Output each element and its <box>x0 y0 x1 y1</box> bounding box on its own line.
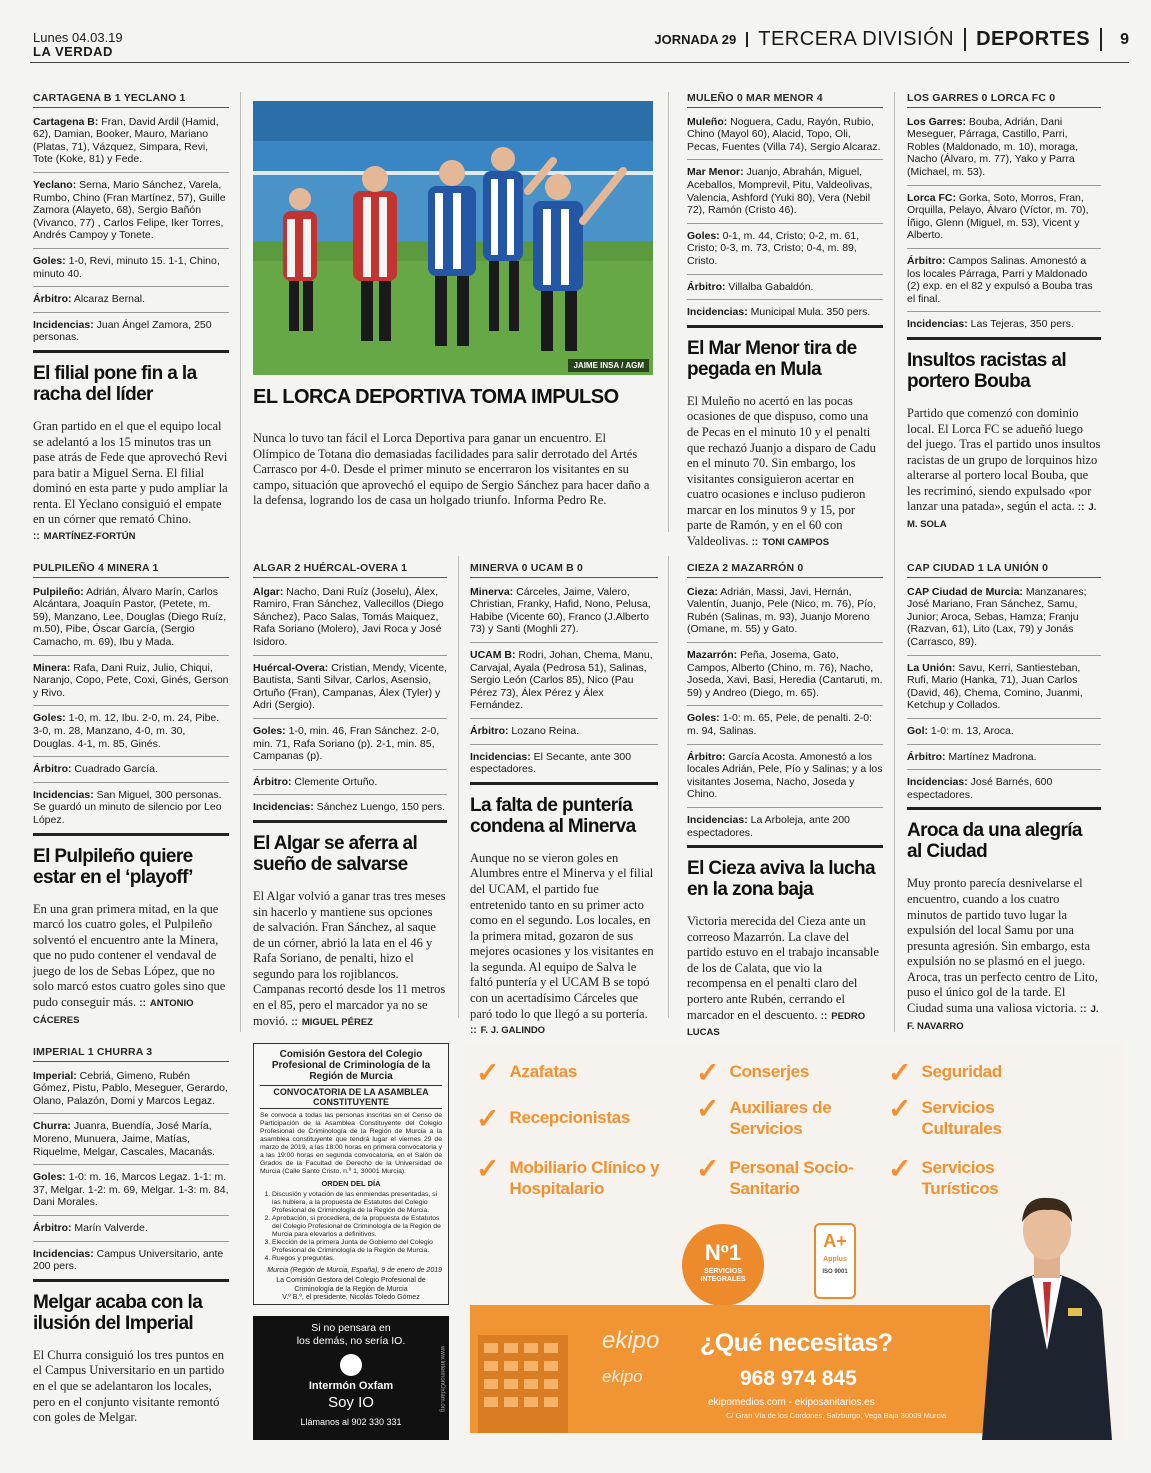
check-icon: ✓ <box>888 1153 912 1184</box>
article-body: El Muleño no acertó en las pocas ocasiones de que dispuso, como una de Pecas en el minuto 10 y el penalti que rechazó Juanjo a disparo de Cadu en el minuto 70. Sin embargo, los visitantes consiguieron acertar en cuatro ocasiones e incluso pudieron marcar en los minutos 9 y 15, por parte de Ramón, y en el 60 con Valdeolivas. :: TONI CAMPOS <box>687 393 876 549</box>
lineup-home: Pulpileño: Adrián, Álvaro Marín, Carlos Alcántara, Joaquín Pastor, (Petete, m. 59), Manzano, Lee, Douglas (Diego Ruíz, m.50), Pibe, Óscar García, (Sergio Camacho, m. 69), Ibu y Mada. <box>33 586 229 656</box>
match-result-head: MULEÑO 0 MAR MENOR 4 <box>687 92 883 108</box>
referee: Árbitro: García Acosta. Amonestó a los locales Adrián, Pele, Pío y Salinas; y a los visitantes Josema, Nacho, Joseda y Chino. <box>687 751 883 808</box>
article-title: El filial pone fin a la racha del líder <box>33 362 197 405</box>
brand-logo-secondary: ekipo <box>602 1367 643 1386</box>
oxfam-phone: Llámanos al 902 330 331 <box>300 1417 402 1427</box>
report-minerva-ucam <box>470 562 658 1039</box>
ad-address: C/ Gran Vía de los Cordones, Salzburgo, Vega Baja 30009 Murcia <box>726 1411 947 1420</box>
oxfam-brand: Intermón Oxfam <box>308 1380 394 1392</box>
incidents: Incidencias: Municipal Mula. 350 pers. <box>687 306 883 328</box>
check-icon: ✓ <box>476 1057 500 1088</box>
service-item: ✓ Personal Socio-Sanitario <box>696 1153 854 1198</box>
notice-subtitle: CONVOCATORIA DE LA ASAMBLEA CONSTITUYENTE <box>260 1085 442 1109</box>
section-header <box>654 28 1129 51</box>
service-item: ✓ Mobiliario Clínico y Hospitalario <box>476 1153 660 1198</box>
column-divider <box>668 92 669 532</box>
byline: J. F. NAVARRO <box>907 1004 1099 1032</box>
businessman-illustration <box>972 1190 1122 1440</box>
check-icon: ✓ <box>696 1057 720 1088</box>
lineup-home: Cieza: Adrián, Massi, Javi, Hernán, Valentín, Juanjo, Pele (Nico, m. 76), Pío, Rubén (Salinas, m. 93), Juanjo Moreno (Omane, m. 55) y Gato. <box>687 586 883 643</box>
byline: ANTONIO CÁCERES <box>33 998 194 1026</box>
referee: Árbitro: Cuadrado García. <box>33 763 229 783</box>
certification-badge: A+ Applus ISO 9001 <box>814 1223 856 1299</box>
sign-mark-icon: :: <box>1077 502 1085 514</box>
service-item: ✓ Recepcionistas <box>476 1103 630 1134</box>
incidents: Incidencias: El Secante, ante 300 espectadores. <box>470 751 658 785</box>
assembly-notice <box>253 1043 449 1305</box>
report-muleno-marmenor <box>687 92 883 551</box>
incidents: Incidencias: Juan Ángel Zamora, 250 personas. <box>33 319 229 353</box>
byline: PEDRO LUCAS <box>687 1010 866 1039</box>
service-item: ✓ Azafatas <box>476 1057 577 1088</box>
report-cieza-mazarron <box>687 562 883 1041</box>
sign-mark-icon: :: <box>139 998 146 1010</box>
article-body: Victoria merecida del Cieza ante un correoso Mazarrón. La clave del partido estuvo en el trabajo incansable de los de Calata, que vio la recompensa en el penalti claro del portero ante Rubén, cerrando el marcador en el descuento. :: PEDRO LUCAS <box>687 914 879 1039</box>
lineup-home: Cartagena B: Fran, David Ardil (Hamid, 62), Damian, Booker, Mauro, Mariano (Platas, 71), Vázquez, Simpara, Revi, Tote (Koke, 81) y Fede. <box>33 116 229 173</box>
division-label: TERCERA DIVISIÓN <box>748 28 966 51</box>
goals: Goles: 1-0: m. 16, Marcos Legaz. 1-1: m. 37, Melgar. 1-2: m. 69, Melgar. 1-3: m. 84, Dani Morales. <box>33 1171 229 1216</box>
match-photo <box>253 101 653 375</box>
notice-order-item: 4. Ruegos y preguntas. <box>272 1255 442 1263</box>
byline: TONI CAMPOS <box>762 537 830 549</box>
ad-phone: 968 974 845 <box>740 1367 857 1390</box>
incidents: Incidencias: San Miguel, 300 personas. Se guardó un minuto de silencio por Leo López. <box>33 789 229 836</box>
referee: Árbitro: Alcaraz Bernal. <box>33 293 229 313</box>
lineup-away: Mazarrón: Peña, Josema, Gato, Campos, Alberto (Chino, m. 76), Nacho, Joseda, Xavi, Basi, Heredia (Cantaruti, m. 59) y Andreo (Diego, m. 65). <box>687 649 883 706</box>
lineup-home: Muleño: Noguera, Cadu, Rayón, Rubio, Chino (Mayol 60), Alacid, Topo, Oli, Pecas, Fuentes (Villa 74), Sergio Alcaraz. <box>687 116 883 161</box>
notice-order-item: 2. Aprobación, si procediera, de la propuesta de Estatutos del Colegio Profesional de Criminología de la Región de Murcia para elevarlos a definitivos. <box>272 1215 442 1239</box>
notice-order-list <box>260 1191 442 1263</box>
notice-order-item: 1. Discusión y votación de las enmiendas presentadas, si las hubiera, a la propuesta de Estatutos del Colegio Profesional de Criminología de la Región de Murcia. <box>272 1191 442 1215</box>
check-icon: ✓ <box>696 1153 720 1184</box>
column-divider <box>240 92 241 1032</box>
sign-mark-icon: :: <box>751 537 759 549</box>
check-icon: ✓ <box>888 1057 912 1088</box>
issue-date: Lunes 04.03.19 <box>33 30 123 45</box>
goals: Goles: 0-1, m. 44, Cristo; 0-2, m. 61, Cristo; 0-3, m. 73, Cristo; 0-4, m. 89, Cristo. <box>687 230 883 275</box>
goals: Goles: 1-0, m. 12, Ibu. 2-0, m. 24, Pibe. 3-0, m. 28, Manzano, 4-0, m. 30, Douglas. 4-1, m. 85, Ginés. <box>33 712 229 757</box>
referee: Árbitro: Campos Salinas. Amonestó a los locales Párraga, Parri y Maldonado (2) exp. en el 82 y expulsó a Bouba tras el final. <box>907 255 1101 312</box>
referee: Árbitro: Clemente Ortuño. <box>253 776 447 796</box>
oxfam-ad <box>253 1316 449 1440</box>
column-divider <box>894 92 895 1032</box>
notice-order-item: 3. Elección de la primera Junta de Gobierno del Colegio Profesional de Criminología de la Región de Murcia. <box>272 1239 442 1255</box>
referee: Árbitro: Villalba Gabaldón. <box>687 281 883 301</box>
check-icon: ✓ <box>476 1103 500 1134</box>
notice-title: Comisión Gestora del Colegio Profesional de Criminología de la Región de Murcia <box>271 1049 431 1082</box>
header-divider <box>30 62 1129 63</box>
incidents: Incidencias: Las Tejeras, 350 pers. <box>907 318 1101 340</box>
brand-logo: ekipo <box>602 1327 660 1354</box>
check-icon: ✓ <box>696 1093 720 1124</box>
photo-headline: EL LORCA DEPORTIVA TOMA IMPULSO <box>253 386 619 408</box>
report-algar-huercal <box>253 562 447 1030</box>
service-item: ✓ Conserjes <box>696 1057 809 1088</box>
service-item: ✓ Seguridad <box>888 1057 1002 1088</box>
report-imperial-churra <box>33 1046 229 1426</box>
article-title: Insultos racistas al portero Bouba <box>907 349 1067 392</box>
goals: Goles: 1-0: m. 65, Pele, de penalti. 2-0: m. 94, Salinas. <box>687 712 883 744</box>
goals: Goles: 1-0, min. 46, Fran Sánchez. 2-0, min. 71, Rafa Soriano (p). 2-1, min. 85, Campanas (p). <box>253 725 447 770</box>
referee: Árbitro: Martínez Madrona. <box>907 751 1101 771</box>
article-body: En una gran primera mitad, en la que marcó los cuatro goles, el Pulpileño solventó el encuentro ante la Minera, que no pudo contener el vendaval de juego de los de Sebas López, que no solo marcó estos cuatro goles sino que pudo conseguir más. :: ANTONIO CÁCERES <box>33 901 226 1026</box>
article-body: Aunque no se vieron goles en Alumbres entre el Minerva y el filial del UCAM, el partido fue entretenido tanto en su primer acto como en el segundo. Los locales, en la primera mitad, gozaron de sus mejores ocasiones y los visitantes en la segunda. Al equipo de Salva le faltó puntería y el UCAM B se topó con un acertadísimo Cárceles que paró todo lo que llegó a su portería. :: F. J. GALINDO <box>470 850 654 1037</box>
match-result-head: ALGAR 2 HUÉRCAL-OVERA 1 <box>253 562 447 578</box>
incidents: Incidencias: La Arboleja, ante 200 espectadores. <box>687 814 883 848</box>
referee: Árbitro: Lozano Reina. <box>470 725 658 745</box>
report-capciudad-launion <box>907 562 1101 1034</box>
article-body: Muy pronto parecía desnivelarse el encuentro, cuando a los cuatro minutos de partido tuvo lugar la expulsión del local Samu por una presunta agresión. Sin embargo, esta expulsión no se plasmó en el juego. Aroca, tras un perfecto centro de Lito, puso el único gol de la tarde. El Ciudad suma una valiosa victoria. :: J. F. NAVARRO <box>907 876 1099 1032</box>
ad-web: ekipomedios.com - ekiposanitarios.es <box>708 1397 875 1408</box>
match-result-head: LOS GARRES 0 LORCA FC 0 <box>907 92 1101 108</box>
oxfam-slogan: Si no pensara en los demás, no sería IO. <box>296 1322 406 1347</box>
service-item: ✓ Auxiliares de Servicios <box>696 1093 832 1138</box>
lineup-home: Minerva: Cárceles, Jaime, Valero, Christian, Franky, Hafid, Nono, Pelusa, Habibe (Vicente 60), Franco (J.Alberto 73) y Santi (Moghli 27). <box>470 586 658 643</box>
section-label: DEPORTES <box>966 28 1102 51</box>
oxfam-soy: Soy IO <box>328 1394 374 1411</box>
newspaper-name: LA VERDAD <box>33 44 113 59</box>
article-title: El Mar Menor tira de pegada en Mula <box>687 337 857 380</box>
goals: Goles: 1-0, Revi, minuto 15. 1-1, Chino, minuto 40. <box>33 255 229 287</box>
notice-signature: La Comisión Gestora del Colegio Profesional de Criminología de la Región de Murcia V.º B.º, el presidente, Nicolás Toledo Gómez <box>276 1277 426 1301</box>
check-icon: ✓ <box>476 1153 500 1184</box>
lineup-home: CAP Ciudad de Murcia: Manzanares; José Mariano, Fran Sánchez, Samu, Junior; Aroca, Sebas, Hamza; Franju (Razvan, 61), Lito (Lax, 79) y Jonás (Carrasco, 89). <box>907 586 1101 656</box>
article-title: Melgar acaba con la ilusión del Imperial <box>33 1291 203 1334</box>
lineup-home: Imperial: Cebriá, Gimeno, Rubén Gómez, Pistu, Pablo, Meseguer, Gerardo, Olano, Palazón, Domi y Marcos Legaz. <box>33 1070 229 1115</box>
goals: Gol: 1-0: m. 13, Aroca. <box>907 725 1101 745</box>
incidents: Incidencias: José Barnés, 600 espectadores. <box>907 776 1101 810</box>
football-celebration-illustration <box>253 101 653 375</box>
building-icon <box>470 1305 590 1433</box>
notice-date: Murcia (Región de Murcia, España), 9 de enero de 2019 <box>267 1267 442 1274</box>
contact-banner <box>470 1305 990 1433</box>
match-result-head: IMPERIAL 1 CHURRA 3 <box>33 1046 229 1062</box>
lineup-away: UCAM B: Rodri, Johan, Chema, Manu, Carvajal, Ayala (Pedrosa 51), Salinas, Sergio León (Carlos 85), Nico (Pau Pérez 73), Álex Pérez y Álex Fernández. <box>470 649 658 719</box>
lineup-away: Churra: Juanra, Buendía, José María, Moreno, Munuera, Jaime, Matías, Riquelme, Melgar, Cascales, Macanás. <box>33 1120 229 1165</box>
lineup-away: Huércal-Overa: Cristian, Mendy, Vicente, Bautista, Santi Silvar, Carlos, Asensio, Ortuño (Fran), Campanas, Álex (Tyler) y Adri (Sergio). <box>253 662 447 719</box>
photo-caption-body: Nunca lo tuvo tan fácil el Lorca Deportiva para ganar un encuentro. El Olímpico de Totana dio demasiadas facilidades para salir derrotado del Artés Carrasco por 4-0. Desde el primer minuto se encerraron los visitantes en su campo, situación que aprovechó el equipo de Sergio Sánchez para hacer daño a la defensa, logrando los de casa un holgado triunfo. Informa Pedro Re. <box>253 431 650 508</box>
page-number: 9 <box>1120 30 1129 48</box>
article-body: El Churra consiguió los tres puntos en el Campus Universitario en un partido en el que se adelantaron los locales, pero en el conjunto visitante remontó con goles de Melgar. <box>33 1347 225 1425</box>
photo-credit: JAIME INSA / AGM <box>568 359 649 372</box>
ad-question: ¿Qué necesitas? <box>700 1329 893 1357</box>
report-pulpileno-minera <box>33 562 229 1028</box>
referee: Árbitro: Marín Valverde. <box>33 1222 229 1242</box>
match-result-head: CAP CIUDAD 1 LA UNIÓN 0 <box>907 562 1101 578</box>
check-icon: ✓ <box>888 1093 912 1124</box>
number-one-badge: Nº1 SERVICIOS INTEGRALES <box>682 1224 764 1306</box>
lineup-away: Yeclano: Serna, Mario Sánchez, Varela, Rumbo, Chino (Fran Martínez, 57), Guille Zamora (Alayeto, 68), Sergio Bañón (Vivanco, 77) , Carlos Felipe, Iker Torres, Andrés Campoy y Tonete. <box>33 179 229 249</box>
article-body: El Algar volvió a ganar tras tres meses sin hacerlo y mantiene sus opciones de salvación. Fran Sánchez, al saque de un córner, abrió la lata en el 46 y Rafa Soriano, de penalti, hizo el segundo para los rojiblancos. Campanas recortó desde los 11 metros en el 85, pero el marcador ya no se movió. :: MIGUEL PÉREZ <box>253 888 446 1028</box>
sign-mark-icon: :: <box>1079 1004 1087 1016</box>
incidents: Incidencias: Sánchez Luengo, 150 pers. <box>253 801 447 823</box>
column-divider <box>458 556 459 1018</box>
article-title: El Cieza aviva la lucha en la zona baja <box>687 858 875 901</box>
article-title: El Algar se aferra al sueño de salvarse <box>253 832 418 875</box>
lineup-away: Lorca FC: Gorka, Soto, Morros, Fran, Orquilla, Pelayo, Álvaro (Víctor, m. 70), Íñigo, Glenn (Miguel, m. 53), Vicent y Alberto. <box>907 192 1101 249</box>
byline: MARTÍNEZ-FORTÚN <box>43 531 136 543</box>
lineup-home: Los Garres: Bouba, Adrián, Dani Meseguer, Párraga, Castillo, Parri, Robles (Maldonado, m. 10), moraga, Nacho (Álvaro, m. 77), Yako y Parra (Michael, m. 53). <box>907 116 1101 186</box>
ekipo-ad <box>464 1043 1124 1440</box>
incidents: Incidencias: Campus Universitario, ante 200 pers. <box>33 1248 229 1282</box>
notice-text: Se convoca a todas las personas inscritas en el Censo de Participación de la Asamblea Constituyente del Colegio Profesional de Criminología de la Región de Murcia a la asamblea constituyente que tendrá lugar el viernes 29 de marzo de 2019, a las 18:00 horas en primera convocatoria y a las 19:00 horas en segunda convocatoria, en el Salón de Grados de la Facultad de Derecho de la Universidad de Murcia (Calle Santo Cristo, n.º 1, 30001 Murcia). <box>260 1112 442 1175</box>
match-result-head: MINERVA 0 UCAM B 0 <box>470 562 658 578</box>
report-garres-lorca <box>907 92 1101 533</box>
oxfam-logo-icon <box>340 1354 362 1376</box>
lineup-home: Algar: Nacho, Dani Ruíz (Joselu), Álex, Ramiro, Fran Sánchez, Vallecillos (Diego Sánchez), Paco Salas, Tomás Maiquez, Rafa Soriano (Molero), Javi Roca y José Isidoro. <box>253 586 447 656</box>
byline: J. M. SOLA <box>907 502 1097 531</box>
sign-mark-icon: :: <box>820 1010 828 1022</box>
article-title: Aroca da una alegría al Ciudad <box>907 820 1082 863</box>
sign-mark-icon: :: <box>291 1016 298 1028</box>
article-title: El Pulpileño quiere estar en el ‘playoff’ <box>33 845 193 888</box>
notice-order-title: ORDEN DEL DÍA <box>321 1179 381 1188</box>
lineup-away: Minera: Rafa, Dani Ruiz, Julio, Chiqui, Naranjo, Copo, Pete, Coxi, Ginés, Gerson y Rivo. <box>33 662 229 707</box>
sign-mark-icon: :: <box>33 531 40 543</box>
column-divider <box>668 556 669 1018</box>
match-result-head: CARTAGENA B 1 YECLANO 1 <box>33 92 229 108</box>
article-body: Gran partido en el que el equipo local se adelantó a los 15 minutos tras un pase atrás de Fede que aprovechó Revi para batir a Miguel Serna. El filial dominó en esta parte y pudo ampliar la renta. El Yeclano consiguió el empate en un córner que remató Chino. :: MARTÍNEZ-FORTÚN <box>33 418 228 543</box>
service-item: ✓ Servicios Culturales <box>888 1093 1002 1138</box>
lineup-away: La Unión: Savu, Kerri, Santiesteban, Rufi, Mario (Hanka, 71), Juan Carlos (David, 46), Chema, Comino, Juanmi, Ketchup y Collados. <box>907 662 1101 719</box>
lineup-away: Mar Menor: Juanjo, Abrahán, Miguel, Aceballos, Momprevil, Pitu, Valdeolivas, Valencia, Ashford (Yuki 80), Vera (Nebil 72), Ramón (Cristo 46). <box>687 166 883 223</box>
match-result-head: CIEZA 2 MAZARRÓN 0 <box>687 562 883 578</box>
jornada-label: JORNADA 29 <box>654 32 748 47</box>
byline: F. J. GALINDO <box>480 1025 546 1037</box>
oxfam-web: www.IntermonOxfam.org <box>439 1346 445 1413</box>
article-body: Partido que comenzó con dominio local. El Lorca FC se adueñó luego del juego. Tras el partido unos insultos racistas de un grupo de lorquinos hizo alterarse al portero local Bouba, que les recriminó, siendo expulsado «por lanzar una patada», según el acta. :: J. M. SOLA <box>907 405 1101 531</box>
article-title: La falta de puntería condena al Minerva <box>470 794 636 837</box>
byline: MIGUEL PÉREZ <box>301 1016 373 1028</box>
match-result-head: PULPILEÑO 4 MINERA 1 <box>33 562 229 578</box>
report-cartagena-yeclano <box>33 92 229 545</box>
service-item: ✓ Servicios Turísticos <box>888 1153 999 1198</box>
sign-mark-icon: :: <box>470 1025 477 1037</box>
